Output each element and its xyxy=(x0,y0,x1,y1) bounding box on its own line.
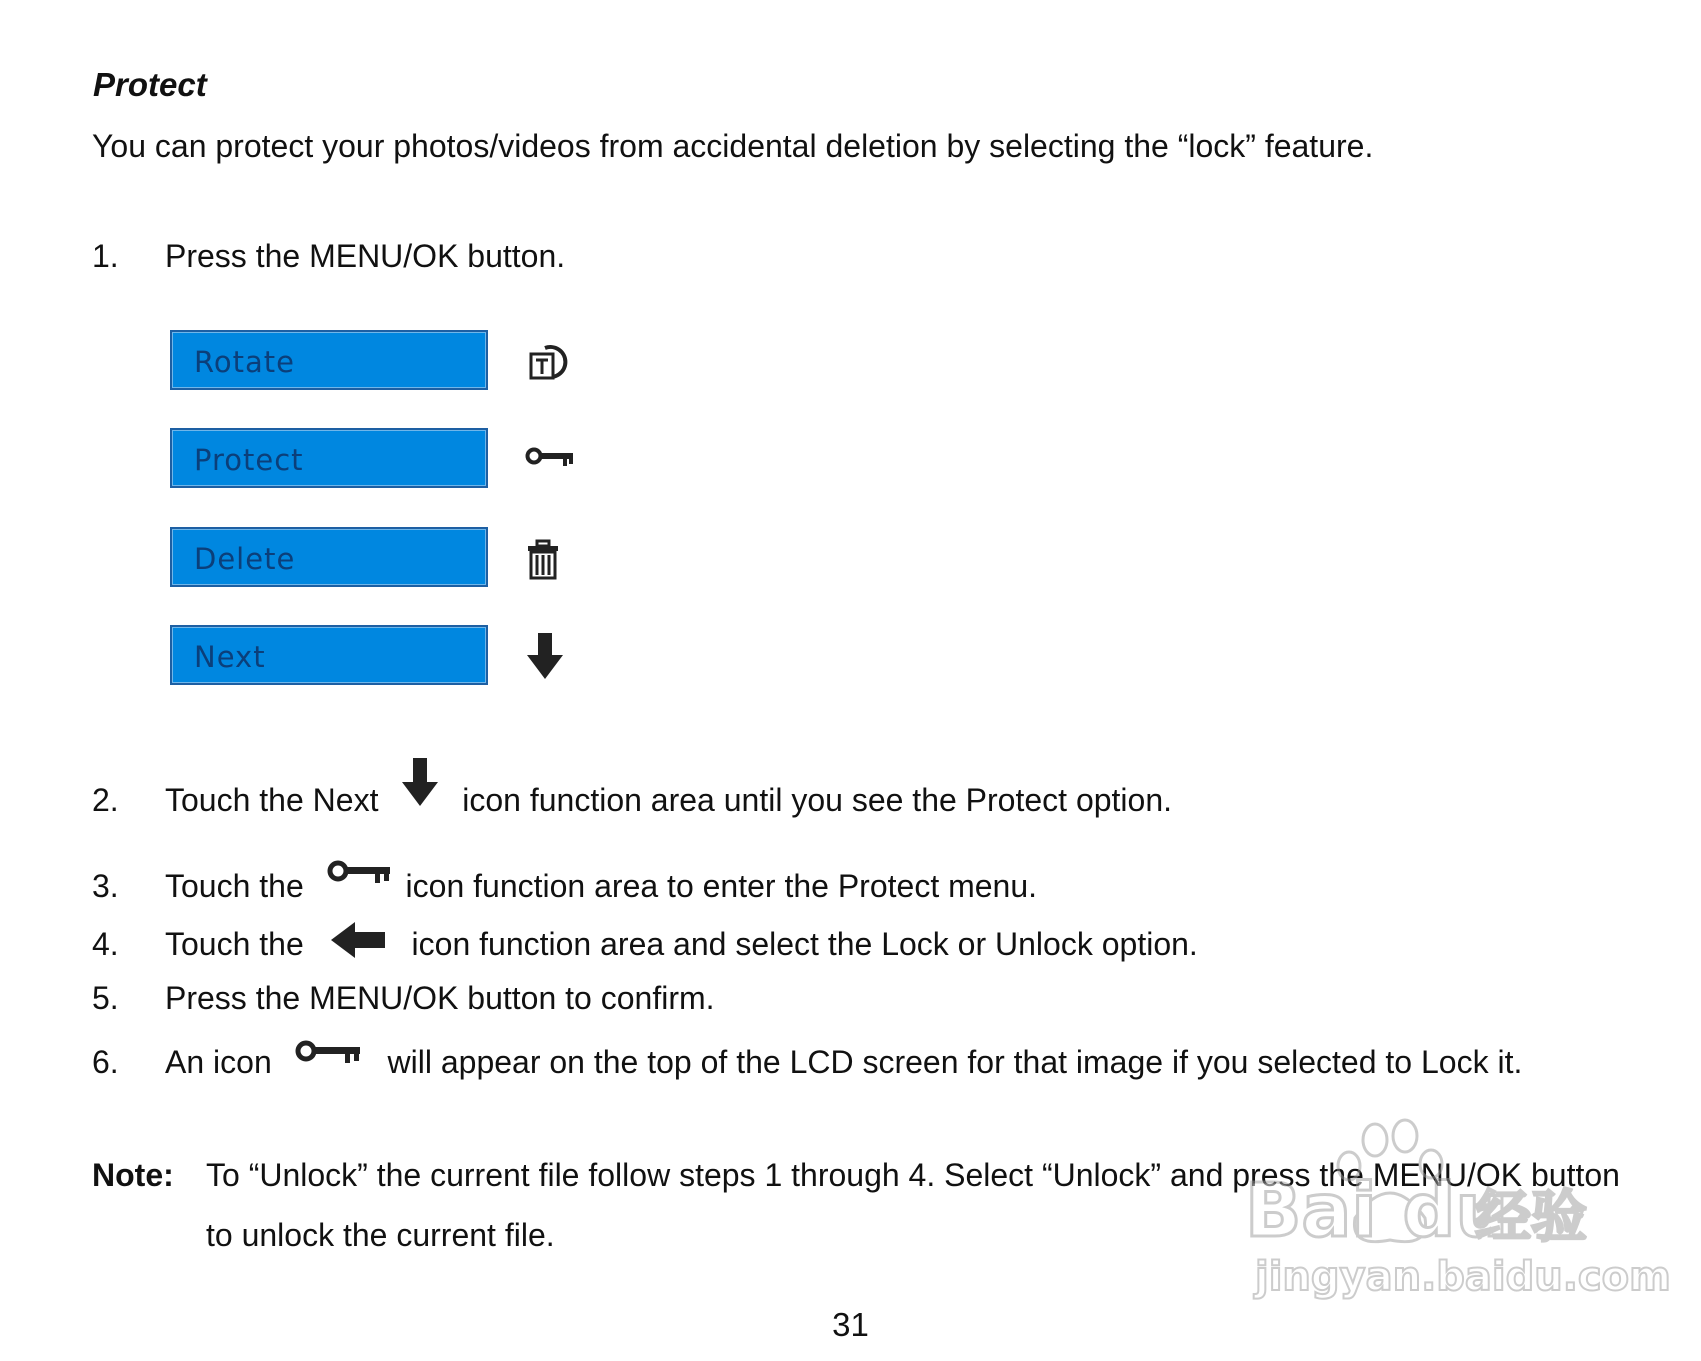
svg-text:经验: 经验 xyxy=(1475,1185,1587,1250)
section-heading: Protect xyxy=(93,66,207,103)
menu-button-label: Protect xyxy=(194,443,304,477)
menu-button-delete[interactable] xyxy=(170,527,488,587)
step-text-before-icon: Touch the xyxy=(165,868,304,904)
step-text-before-icon: Touch the Next xyxy=(165,782,379,818)
step-text: Press the MENU/OK button. xyxy=(165,238,566,274)
step-text-before-icon: An icon xyxy=(165,1044,272,1080)
key-icon xyxy=(525,446,575,470)
step-number: 4. xyxy=(92,926,119,962)
trash-icon xyxy=(525,540,561,580)
arrow-down-icon xyxy=(401,758,439,808)
menu-button-label: Delete xyxy=(194,542,296,576)
step-text-after-icon: icon function area until you see the Protect option. xyxy=(462,782,1173,818)
menu-button-label: Rotate xyxy=(194,345,295,379)
step-text-after-icon: will appear on the top of the LCD screen for that image if you selected to Lock it. xyxy=(387,1044,1523,1080)
step-text-before-icon: Touch the xyxy=(165,926,304,962)
key-icon xyxy=(327,860,391,890)
note-text-line-1: To “Unlock” the current file follow steps 1 through 4. Select “Unlock” and press the MENU/OK button xyxy=(206,1157,1620,1193)
step-number: 5. xyxy=(92,980,119,1016)
step-number: 1. xyxy=(92,238,119,274)
svg-text:jingyan.baidu.com: jingyan.baidu.com xyxy=(1255,1254,1671,1300)
step-text: Press the MENU/OK button to confirm. xyxy=(165,980,715,1016)
menu-button-next[interactable] xyxy=(170,625,488,685)
step-text-after-icon: icon function area to enter the Protect menu. xyxy=(405,868,1038,904)
baidu-watermark-logo xyxy=(1225,1118,1671,1308)
arrow-left-icon xyxy=(331,922,385,958)
step-number: 2. xyxy=(92,782,119,818)
rotate-icon xyxy=(525,340,569,382)
menu-button-rotate[interactable] xyxy=(170,330,488,390)
note-label: Note: xyxy=(92,1157,174,1193)
arrow-down-icon xyxy=(525,633,565,681)
menu-button-label: Next xyxy=(194,640,266,674)
step-number: 3. xyxy=(92,868,119,904)
step-text-after-icon: icon function area and select the Lock or Unlock option. xyxy=(411,926,1198,962)
svg-text:Bai du: Bai du xyxy=(1245,1168,1509,1254)
key-icon xyxy=(295,1040,361,1070)
step-number: 6. xyxy=(92,1044,119,1080)
note-text-line-2: to unlock the current file. xyxy=(206,1217,555,1253)
intro-paragraph: You can protect your photos/videos from accidental deletion by selecting the “lock” feature. xyxy=(92,128,1374,164)
page-number: 31 xyxy=(832,1306,869,1343)
menu-button-protect[interactable] xyxy=(170,428,488,488)
